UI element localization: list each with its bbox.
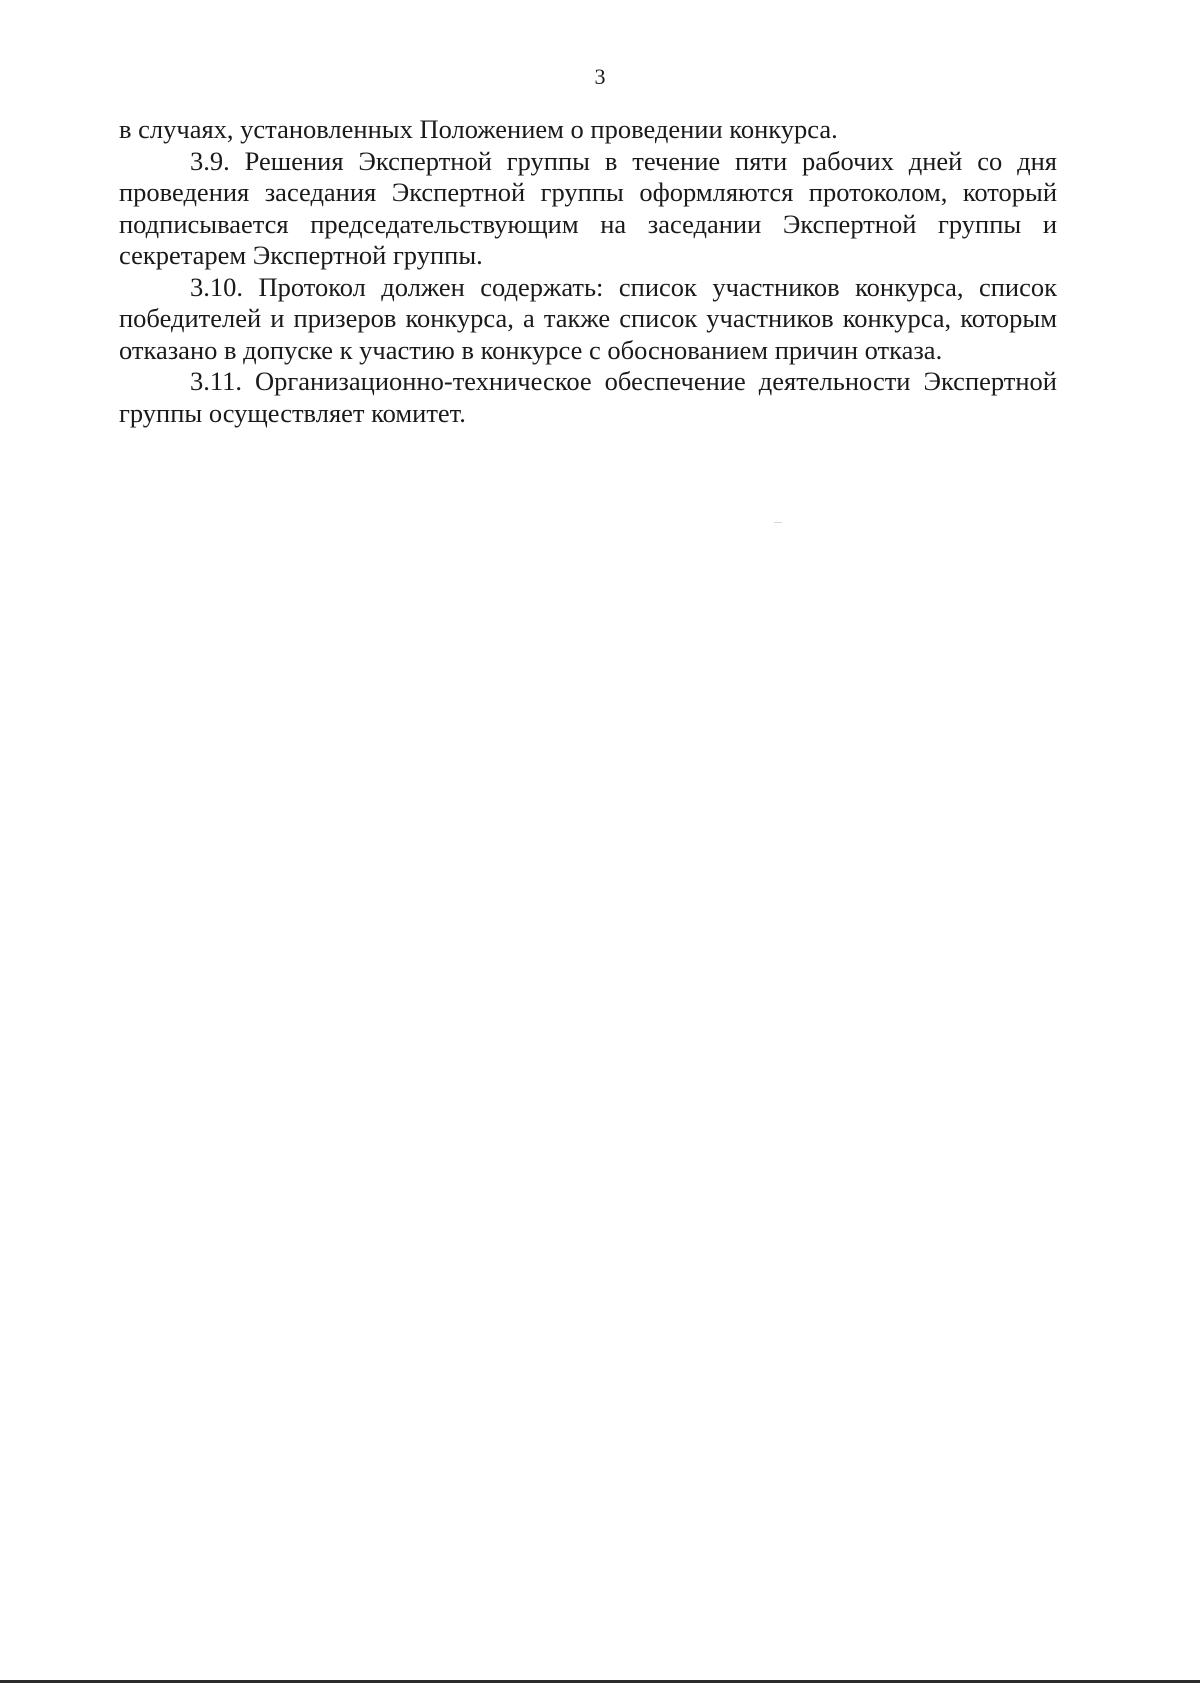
- paragraph-3-10: 3.10. Протокол должен содержать: список участников конкурса, список победителей и призеров конкурса, а также список участников конкурса, которым отказано в допуске к участию в конкурсе с обоснованием причин отказа.: [119, 271, 1057, 365]
- paragraph-3-9: 3.9. Решения Экспертной группы в течение пяти рабочих дней со дня проведения заседания Экспертной группы оформляются протоколом, который подписывается председательствующим на заседании Экспертной группы и секретарем Экспертной группы.: [119, 145, 1057, 270]
- paragraph-3-11: 3.11. Организационно-техническое обеспечение деятельности Экспертной группы осуществляет комитет.: [119, 366, 1057, 428]
- document-body: [119, 114, 1057, 429]
- scan-speck: [774, 522, 782, 523]
- paragraph-continuation: в случаях, установленных Положением о проведении конкурса.: [119, 114, 838, 144]
- page-number: 3: [594, 64, 606, 89]
- bottom-border-line: [0, 1680, 1200, 1683]
